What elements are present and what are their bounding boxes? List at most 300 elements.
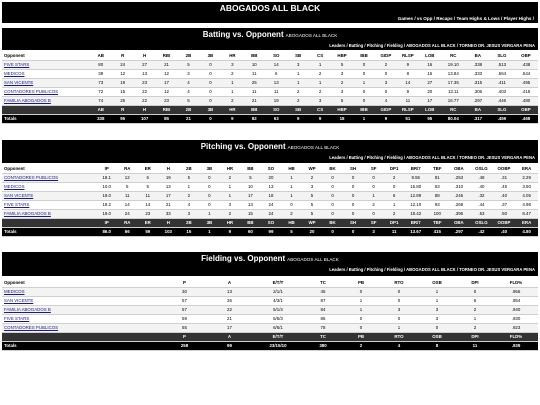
totals-header-cell: OBP	[514, 105, 538, 114]
stat-cell: 11	[397, 96, 419, 105]
opponent-cell	[2, 78, 90, 87]
stat-cell: 81	[427, 173, 448, 182]
column-header: BB	[240, 164, 261, 173]
fielding-title: Fielding vs. Opponent ABOGADOS ALL BLACK	[201, 254, 339, 263]
stat-cell: 0	[199, 60, 221, 69]
stat-cell: .564	[490, 69, 514, 78]
fielding-header	[2, 252, 538, 276]
stat-cell: .480	[514, 96, 538, 105]
column-header: OBP	[514, 51, 538, 60]
column-header: Opponent	[2, 51, 90, 60]
totals-cell: 23/15/10	[252, 341, 304, 350]
opponent-link[interactable]: MEDICOS	[4, 184, 25, 189]
stat-cell: 6	[456, 296, 494, 305]
stat-cell: 11	[117, 191, 138, 200]
column-header: 2B	[178, 51, 200, 60]
column-header: TC	[304, 278, 342, 287]
totals-header-cell: SO	[261, 218, 282, 227]
column-header: Opponent	[2, 278, 162, 287]
column-header: OSLG	[470, 164, 493, 173]
column-header: BA	[466, 51, 490, 60]
totals-cell: 99	[207, 341, 252, 350]
stat-cell: 0	[353, 60, 375, 69]
opponent-link[interactable]: FAMILIA ABOGADOS B	[4, 307, 51, 312]
totals-cell: 82	[243, 114, 265, 123]
totals-cell: .939	[494, 341, 538, 350]
stat-cell: 13.84	[441, 69, 466, 78]
stat-cell: 5	[302, 200, 323, 209]
pitching-menu-links[interactable]: Leaders / Batting / Pitching / Fielding / ABOGADOS ALL BLACK / TORNEO DR. JESUS VERGARA PENA	[329, 155, 535, 160]
stat-cell: 3	[221, 60, 243, 69]
pitching-table	[2, 164, 538, 237]
totals-cell: 8	[418, 341, 456, 350]
stat-cell: 27	[134, 60, 156, 69]
stat-cell: 8.47	[515, 209, 538, 218]
stat-cell: 19.2	[96, 200, 117, 209]
stat-cell: .269	[448, 200, 471, 209]
column-header: LOB	[419, 51, 441, 60]
stat-cell: 11	[243, 87, 265, 96]
stat-cell: 27	[419, 78, 441, 87]
stat-cell: 6/5/1	[252, 323, 304, 332]
stat-cell: 87	[304, 296, 342, 305]
stat-cell: 1	[456, 314, 494, 323]
table-row	[2, 314, 538, 323]
totals-cell: 86.0	[96, 227, 117, 236]
stat-cell: 10.0	[96, 182, 117, 191]
stat-cell: 3	[178, 69, 200, 78]
opponent-link[interactable]: FIVE STARS	[4, 62, 30, 67]
stat-cell: 12.10	[404, 200, 427, 209]
stat-cell: .45	[493, 182, 516, 191]
stat-cell: 0	[380, 314, 418, 323]
column-header: OSB	[418, 278, 456, 287]
stat-cell: .513	[490, 60, 514, 69]
stat-cell: .411	[490, 78, 514, 87]
stat-cell: 74	[90, 96, 112, 105]
stat-cell: 53	[427, 182, 448, 191]
column-header: E/T/T	[252, 278, 304, 287]
stat-cell: 5	[178, 96, 200, 105]
stat-cell: 2	[456, 305, 494, 314]
stat-cell: 1	[309, 60, 331, 69]
stat-cell: 21	[158, 200, 179, 209]
totals-header-cell: R	[112, 105, 134, 114]
stat-cell: .37	[493, 200, 516, 209]
stat-cell: 22	[207, 305, 252, 314]
stat-cell: 3	[418, 305, 456, 314]
column-header: OBA	[448, 164, 471, 173]
totals-cell: 95	[419, 114, 441, 123]
totals-cell: 60	[240, 227, 261, 236]
fielding-header-row	[2, 278, 538, 287]
column-header: SF	[363, 164, 384, 173]
opponent-cell	[2, 191, 96, 200]
stat-cell: 45	[304, 287, 342, 296]
stat-cell: 0	[199, 182, 220, 191]
batting-title: Batting vs. Opponent ABOGADOS ALL BLACK	[202, 30, 338, 39]
stat-cell: 5	[302, 209, 323, 218]
stat-cell: 0	[343, 182, 364, 191]
stat-cell: 15	[112, 87, 134, 96]
opponent-cell	[2, 209, 96, 218]
totals-cell: 338	[90, 114, 112, 123]
stat-cell: 1	[418, 287, 456, 296]
stat-cell: 2	[281, 209, 302, 218]
column-header: RLSP	[397, 51, 419, 60]
totals-cell: 63	[265, 114, 287, 123]
team-title: ABOGADOS ALL BLACK	[219, 3, 321, 13]
totals-header-cell: BA	[466, 105, 490, 114]
stat-cell: .954	[494, 296, 538, 305]
stat-cell: 12	[117, 173, 138, 182]
table-row	[2, 173, 538, 182]
stat-cell: 93	[427, 200, 448, 209]
stat-cell: .40	[493, 191, 516, 200]
stat-cell: 2	[384, 209, 405, 218]
totals-cell: 80.04	[441, 114, 466, 123]
stat-cell: 0	[380, 287, 418, 296]
totals-cell: 9	[221, 114, 243, 123]
totals-cell: 20	[302, 227, 323, 236]
totals-header-cell: OSB	[418, 332, 456, 341]
stat-cell: 0	[343, 191, 364, 200]
table-row	[2, 323, 538, 332]
totals-cell: 5	[281, 227, 302, 236]
stat-cell: 2	[287, 87, 309, 96]
stat-cell: 0	[342, 287, 380, 296]
totals-header-cell: H	[158, 218, 179, 227]
totals-header-cell: BK	[322, 218, 343, 227]
opponent-link[interactable]: FAMILIA ABOGADOS B	[4, 98, 51, 103]
stat-cell: 78	[304, 323, 342, 332]
stat-cell: 19.0	[96, 191, 117, 200]
stat-cell: 3	[309, 96, 331, 105]
totals-header-cell: DPI	[456, 332, 494, 341]
stat-cell: 3	[302, 182, 323, 191]
stat-cell: 16.80	[404, 182, 427, 191]
stat-cell: 4.98	[515, 200, 538, 209]
stat-cell: 12	[112, 69, 134, 78]
stat-cell: 2	[309, 87, 331, 96]
stat-cell: 4	[178, 87, 200, 96]
stat-cell: 4.05	[515, 191, 538, 200]
column-header: SO	[261, 164, 282, 173]
team-nav-links[interactable]: Games / vs Opp / Recaps / Team Highs & Lows / Player Highs /	[397, 16, 534, 21]
stat-cell: .32	[470, 191, 493, 200]
batting-menu-links[interactable]: Leaders / Batting / Pitching / Fielding / ABOGADOS ALL BLACK / TORNEO DR. JESUS VERGARA PENA	[329, 43, 535, 48]
stat-cell: 0	[199, 200, 220, 209]
totals-header-cell: HR	[221, 105, 243, 114]
stat-cell: .438	[514, 60, 538, 69]
stat-cell: 4/3/1	[252, 296, 304, 305]
opponent-link[interactable]: MEDICOS	[4, 289, 25, 294]
stat-cell: 1	[418, 296, 456, 305]
totals-header-cell: LOB	[419, 105, 441, 114]
totals-header-cell: 3B	[199, 105, 221, 114]
pitching-header	[2, 140, 538, 163]
column-header: FLD%	[494, 278, 538, 287]
stat-cell: 6/5/3	[252, 314, 304, 323]
stat-cell: 2	[456, 323, 494, 332]
stat-cell: 1	[281, 173, 302, 182]
stat-cell: 3.50	[515, 182, 538, 191]
stat-cell: 1	[384, 200, 405, 209]
column-header: OOBP	[493, 164, 516, 173]
stat-cell: 0	[342, 323, 380, 332]
stat-cell: 0	[342, 314, 380, 323]
stat-cell: 80	[90, 60, 112, 69]
stat-cell: 17.35	[441, 78, 466, 87]
column-header: RA	[117, 164, 138, 173]
opponent-cell	[2, 182, 96, 191]
stat-cell: 12	[156, 87, 178, 96]
stat-cell: .48	[470, 173, 493, 182]
opponent-link[interactable]: MEDICOS	[4, 71, 25, 76]
stat-cell: 0	[322, 209, 343, 218]
stat-cell: 9.55	[404, 173, 427, 182]
table-row	[2, 200, 538, 209]
fielding-menu-links: Leaders / Batting / Pitching / Fielding / ABOGADOS ALL BLACK / TORNEO DR. JESUS VERGARA PENA	[329, 267, 535, 272]
column-header: A	[207, 278, 252, 287]
stat-cell: 1	[353, 78, 375, 87]
totals-header-cell	[2, 332, 162, 341]
stat-cell: .44	[470, 200, 493, 209]
stat-cell: 5	[138, 182, 159, 191]
opponent-link[interactable]: CONTADORES PUBLICOS	[4, 325, 59, 330]
stat-cell: 86	[304, 314, 342, 323]
totals-cell: 0	[199, 114, 221, 123]
table-row	[2, 182, 538, 191]
stat-cell: 14	[397, 78, 419, 87]
column-header: R	[112, 51, 134, 60]
opponent-link[interactable]: FAMILIA ABOGADOS B	[4, 211, 51, 216]
column-header: PB	[342, 278, 380, 287]
batting-header-row	[2, 51, 538, 60]
stat-cell: 2/1/1	[252, 287, 304, 296]
stat-cell: 2	[363, 200, 384, 209]
totals-cell: 85	[156, 114, 178, 123]
opponent-link[interactable]: CONTADORES PUBLICOS	[4, 175, 59, 180]
column-header: WP	[302, 164, 323, 173]
page-header	[2, 2, 538, 23]
stat-cell: 1	[342, 296, 380, 305]
stat-cell: 6	[265, 69, 287, 78]
totals-header-cell: ERA	[515, 218, 538, 227]
column-header: BK	[322, 164, 343, 173]
column-header: CS	[309, 51, 331, 60]
column-header: 3B	[199, 51, 221, 60]
column-header: HBP	[331, 51, 353, 60]
stat-cell: .956	[494, 287, 538, 296]
totals-header-cell: IP	[96, 218, 117, 227]
column-header: SH	[343, 164, 364, 173]
totals-cell: 66	[117, 227, 138, 236]
table-row	[2, 191, 538, 200]
totals-cell: .40	[493, 227, 516, 236]
stat-cell: 21	[243, 96, 265, 105]
totals-cell: .297	[448, 227, 471, 236]
opponent-cell	[2, 287, 162, 296]
table-row	[2, 96, 538, 105]
stat-cell: 0	[322, 182, 343, 191]
stat-cell: 30	[162, 287, 207, 296]
stat-cell: 1	[342, 305, 380, 314]
stat-cell: 2	[302, 173, 323, 182]
totals-cell: 21	[178, 114, 200, 123]
totals-header-cell: BB	[240, 218, 261, 227]
stat-cell: 4	[375, 96, 397, 105]
totals-header-cell: PB	[342, 332, 380, 341]
stat-cell: 0	[343, 200, 364, 209]
stat-cell: 10	[240, 182, 261, 191]
stat-cell: 0	[456, 287, 494, 296]
stat-cell: 14	[138, 200, 159, 209]
totals-cell: 59	[138, 227, 159, 236]
totals-cell: 103	[158, 227, 179, 236]
stat-cell: 11	[265, 87, 287, 96]
totals-header-cell: BB	[243, 105, 265, 114]
totals-cell: 380	[304, 341, 342, 350]
stat-cell: .446	[490, 96, 514, 105]
column-header: HB	[281, 164, 302, 173]
column-header: DPI	[456, 278, 494, 287]
stat-cell: 6	[138, 173, 159, 182]
stat-cell: 4	[179, 200, 200, 209]
stat-cell: 3	[331, 87, 353, 96]
totals-header-cell: E/T/T	[252, 332, 304, 341]
totals-header-cell	[2, 105, 90, 114]
table-row	[2, 305, 538, 314]
column-header: BB	[243, 51, 265, 60]
stat-cell: 1	[179, 182, 200, 191]
stat-cell: 0	[375, 87, 397, 96]
totals-cell: 15	[179, 227, 200, 236]
column-header: DP1	[384, 164, 405, 173]
stat-cell: 13	[158, 182, 179, 191]
opponent-link[interactable]: CONTADORES PUBLICOS	[4, 89, 59, 94]
stat-cell: 23	[134, 78, 156, 87]
opponent-link[interactable]: FIVE STARS	[4, 202, 30, 207]
stat-cell: 18	[261, 191, 282, 200]
column-header: HR	[220, 164, 241, 173]
stat-cell: 16.77	[441, 96, 466, 105]
opponent-link[interactable]: SAN VICENTE	[4, 298, 34, 303]
batting-totals-header-row	[2, 105, 538, 114]
stat-cell: 20	[419, 87, 441, 96]
stat-cell: 19.0	[96, 209, 117, 218]
stat-cell: 0	[380, 296, 418, 305]
stat-cell: 19	[158, 173, 179, 182]
totals-header-cell: IBB	[353, 105, 375, 114]
stat-cell: .50	[493, 209, 516, 218]
stat-cell: 0	[199, 173, 220, 182]
totals-header-cell: OBA	[448, 218, 471, 227]
stat-cell: 5	[331, 96, 353, 105]
stat-cell: 3	[331, 69, 353, 78]
stat-cell: 3	[375, 78, 397, 87]
column-header: RC	[441, 51, 466, 60]
stat-cell: 100	[427, 209, 448, 218]
stat-cell: .31	[493, 173, 516, 182]
stat-cell: 9	[397, 60, 419, 69]
stat-cell: 2	[331, 78, 353, 87]
totals-header-cell: OSLG	[470, 218, 493, 227]
stat-cell: 6	[384, 191, 405, 200]
pitching-totals-header-row	[2, 218, 538, 227]
opponent-link[interactable]: SAN VICENTE	[4, 193, 34, 198]
totals-header-cell: WP	[302, 218, 323, 227]
stat-cell: 17	[240, 191, 261, 200]
column-header: SB	[287, 51, 309, 60]
column-header: RBI	[156, 51, 178, 60]
stat-cell: 24	[112, 60, 134, 69]
totals-cell: .459	[490, 114, 514, 123]
stat-cell: 4	[178, 78, 200, 87]
totals-header-cell: HR	[220, 218, 241, 227]
stat-cell: 88	[427, 191, 448, 200]
stat-cell: 13	[265, 78, 287, 87]
totals-cell: 18	[331, 114, 353, 123]
totals-cell: 13.67	[404, 227, 427, 236]
pitching-title: Pitching vs. Opponent ABOGADOS ALL BLACK	[200, 142, 340, 151]
stat-cell: 1	[363, 191, 384, 200]
stat-cell: .403	[490, 87, 514, 96]
totals-header-cell: TBF	[427, 218, 448, 227]
totals-cell: 9	[220, 227, 241, 236]
stat-cell: 72	[90, 87, 112, 96]
totals-cell: 9	[287, 114, 309, 123]
totals-header-cell: SLG	[490, 105, 514, 114]
stat-cell: 17	[207, 323, 252, 332]
stat-cell: 0	[353, 87, 375, 96]
totals-cell: 107	[134, 114, 156, 123]
stat-cell: 5	[179, 173, 200, 182]
totals-cell: 9	[375, 114, 397, 123]
totals-cell: Totals	[2, 227, 96, 236]
totals-header-cell: GIDP	[375, 105, 397, 114]
column-header: 2B	[179, 164, 200, 173]
totals-cell: 415	[427, 227, 448, 236]
totals-cell: 0	[322, 227, 343, 236]
opponent-cell	[2, 323, 162, 332]
stat-cell: 0	[418, 323, 456, 332]
stat-cell: 5	[331, 60, 353, 69]
stat-cell: 15	[240, 209, 261, 218]
stat-cell: 26	[207, 296, 252, 305]
fielding-totals-row	[2, 341, 538, 350]
stat-cell: 3	[380, 305, 418, 314]
stat-cell: 73	[90, 78, 112, 87]
stat-cell: 0	[322, 173, 343, 182]
totals-cell: .468	[514, 114, 538, 123]
opponent-link[interactable]: FIVE STARS	[4, 316, 30, 321]
totals-header-cell: HB	[281, 218, 302, 227]
stat-cell: 0	[199, 191, 220, 200]
opponent-link[interactable]: SAN VICENTE	[4, 80, 34, 85]
stat-cell: 0	[343, 209, 364, 218]
totals-header-cell: 2B	[179, 218, 200, 227]
stat-cell: 0	[353, 96, 375, 105]
opponent-cell	[2, 200, 96, 209]
totals-header-cell: CS	[309, 105, 331, 114]
totals-cell: 1	[353, 114, 375, 123]
opponent-cell	[2, 173, 96, 182]
stat-cell: 21	[156, 60, 178, 69]
stat-cell: 3	[418, 314, 456, 323]
column-header: GIDP	[375, 51, 397, 60]
totals-cell: 3	[363, 227, 384, 236]
